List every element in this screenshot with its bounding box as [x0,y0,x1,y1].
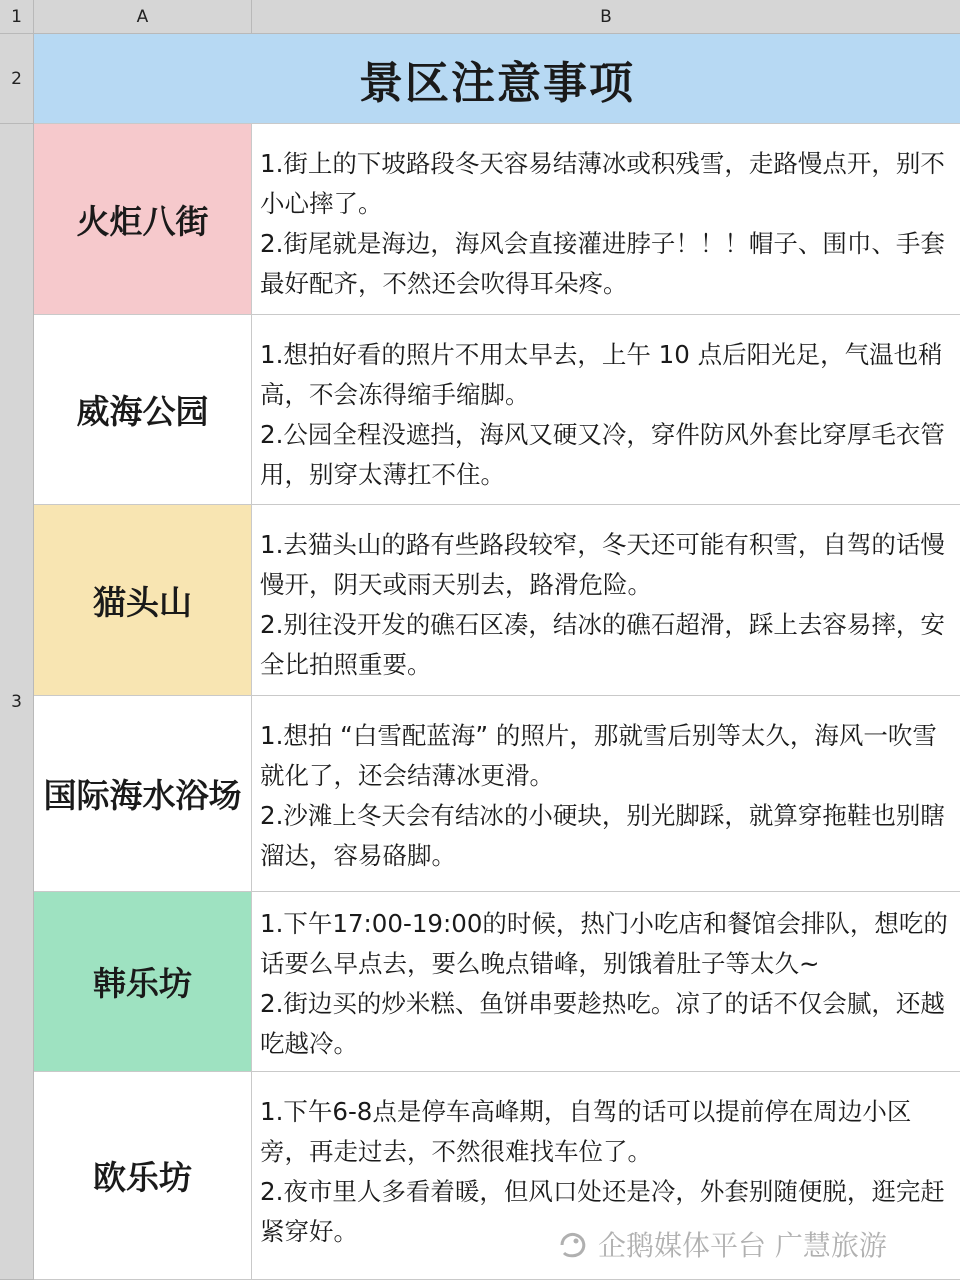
tip-text: 1.想拍好看的照片不用太早去，上午 10 点后阳光足，气温也稍高，不会冻得缩手缩脚。 [260,340,943,409]
penguin-logo-icon [556,1227,590,1261]
spot-name-cell[interactable] [34,124,252,315]
table-row [34,505,960,696]
tip-text: 1.下午17:00-19:00的时候，热门小吃店和餐馆会排队，想吃的话要么早点去，要么晚点错峰，别饿着肚子等太久~ [260,909,948,978]
tip-text: 2.街边买的炒米糕、鱼饼串要趁热吃。凉了的话不仅会腻，还越吃越冷。 [260,989,945,1058]
column-header-b[interactable]: B [600,7,612,27]
spot-name-cell[interactable] [34,315,252,505]
page-title: 景区注意事项 [359,57,635,109]
tips-cell[interactable] [252,315,960,505]
spot-name-cell[interactable] [34,696,252,892]
tips-cell[interactable] [252,505,960,696]
tips-cell[interactable] [252,696,960,892]
spot-name-cell[interactable] [34,1072,252,1280]
spot-name: 国际海水浴场 [43,776,242,815]
column-header-a[interactable]: A [34,0,252,34]
table-row [34,124,960,315]
spot-name-cell[interactable] [34,892,252,1072]
tip-text: 2.别往没开发的礁石区凑，结冰的礁石超滑，踩上去容易摔，安全比拍照重要。 [260,610,945,679]
watermark [556,1222,887,1266]
tips-cell[interactable] [252,892,960,1072]
table-row [34,892,960,1072]
tip-text: 1.想拍 “白雪配蓝海” 的照片，那就雪后别等太久，海风一吹雪就化了，还会结薄冰更滑。 [260,721,937,790]
spot-name: 威海公园 [76,392,209,431]
row-number-3[interactable]: 3 [0,124,34,1280]
spot-name: 火炬八街 [76,201,209,241]
column-header-bar [0,0,960,34]
watermark-text: 企鹅媒体平台 广慧旅游 [598,1229,887,1262]
row-number-1[interactable]: 1 [0,0,34,34]
spot-name: 欧乐坊 [93,1158,192,1197]
tips-cell[interactable] [252,124,960,315]
spot-name: 韩乐坊 [93,964,192,1003]
row-number-2[interactable]: 2 [0,34,34,124]
table-row [34,696,960,892]
title-cell[interactable] [34,34,960,124]
tip-text: 2.街尾就是海边，海风会直接灌进脖子！！！帽子、围巾、手套最好配齐，不然还会吹得耳朵疼。 [260,229,945,298]
spot-name: 猫头山 [93,582,192,622]
tip-text: 1.街上的下坡路段冬天容易结薄冰或积残雪，走路慢点开，别不小心摔了。 [260,149,945,218]
table-row [34,315,960,505]
tip-text: 1.去猫头山的路有些路段较窄，冬天还可能有积雪，自驾的话慢慢开，阴天或雨天别去，路滑危险。 [260,530,945,599]
tip-text: 2.沙滩上冬天会有结冰的小硬块，别光脚踩，就算穿拖鞋也别瞎溜达，容易硌脚。 [260,801,945,870]
tip-text: 1.下午6-8点是停车高峰期，自驾的话可以提前停在周边小区旁，再走过去，不然很难找车位了。 [260,1097,912,1166]
spot-name-cell[interactable] [34,505,252,696]
tip-text: 2.公园全程没遮挡，海风又硬又冷，穿件防风外套比穿厚毛衣管用，别穿太薄扛不住。 [260,420,945,489]
tip-text: 2.夜市里人多看着暖，但风口处还是冷，外套别随便脱，逛完赶紧穿好。 [260,1177,945,1246]
